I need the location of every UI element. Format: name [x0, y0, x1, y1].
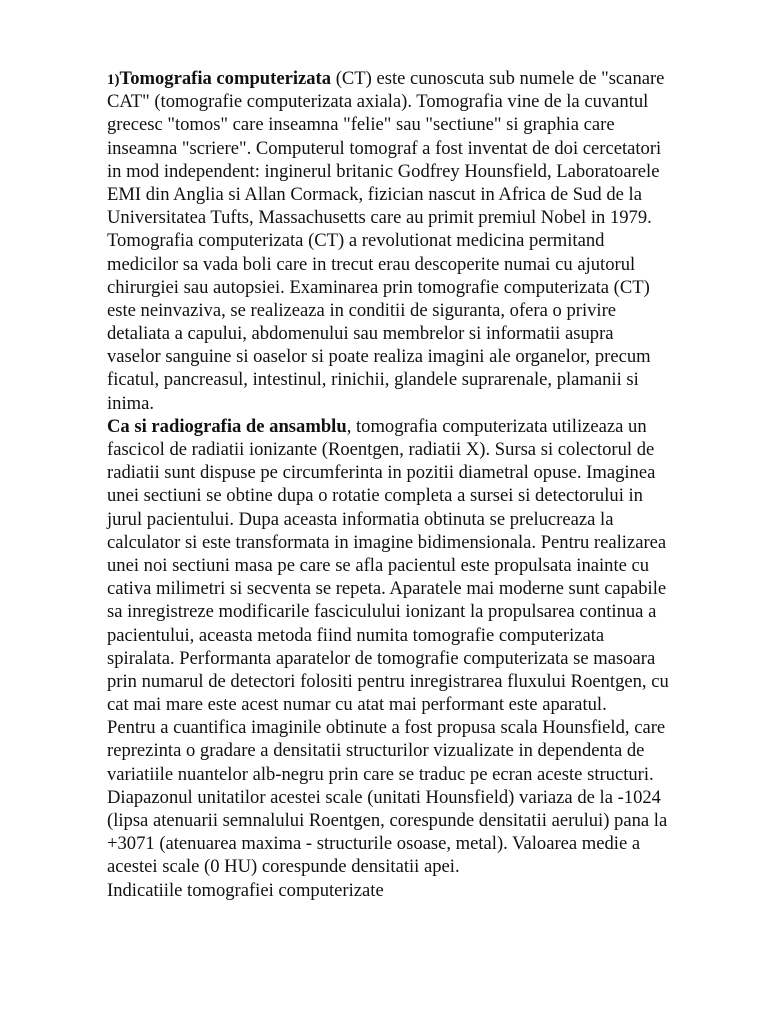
text-line: inima.	[107, 392, 154, 414]
text-line: cativa milimetri si secventa se repeta. Aparatele mai moderne sunt capabile	[107, 578, 667, 600]
text-line: jurul pacientului. Dupa aceasta informatia obtinuta se prelucreaza la	[107, 508, 614, 530]
text-line: grecesc "tomos" care inseamna "felie" sau "sectiune" si graphia care	[107, 114, 615, 136]
text-line: calculator si este transformata in imagine bidimensionala. Pentru realizarea	[107, 531, 667, 553]
text-line: vaselor sanguine si oaselor si poate realiza imagini ale organelor, precum	[107, 346, 651, 368]
text-line: inseamna "scriere". Computerul tomograf a fost inventat de doi cercetatori	[107, 137, 662, 159]
text-line: spiralata. Performanta aparatelor de tomografie computerizata se masoara	[107, 647, 656, 669]
text-line	[107, 67, 719, 90]
text-line: cat mai mare este acest numar cu atat mai performant este aparatul.	[107, 694, 607, 716]
text-line: radiatii sunt dispuse pe circumferinta in pozitii diametral opuse. Imaginea	[107, 462, 656, 484]
text-line	[107, 415, 719, 438]
text-line: pacientului, aceasta metoda fiind numita tomografie computerizata	[107, 624, 605, 646]
line-text: (CT) este cunoscuta sub numele de "scanare	[331, 68, 665, 89]
text-line: CAT" (tomografie computerizata axiala). Tomografia vine de la cuvantul	[107, 91, 649, 113]
text-line: Tomografia computerizata (CT) a revolutionat medicina permitand	[107, 230, 605, 252]
text-line: Indicatiile tomografiei computerizate	[107, 879, 384, 901]
text-line: Pentru a cuantifica imaginile obtinute a fost propusa scala Hounsfield, care	[107, 717, 666, 739]
text-line: chirurgiei sau autopsiei. Examinarea prin tomografie computerizata (CT)	[107, 276, 650, 298]
text-line: sa inregistreze modificarile fasciculului ionizant la propulsarea continua a	[107, 601, 657, 623]
text-line: reprezinta o gradare a densitatii structurilor vizualizate in dependenta de	[107, 740, 645, 762]
text-line: (lipsa atenuarii semnalului Roentgen, corespunde densitatii aerului) pana la	[107, 810, 668, 831]
document-body	[107, 67, 719, 902]
heading-number: 1)	[107, 72, 120, 88]
text-line: medicilor sa vada boli care in trecut erau descoperite numai cu ajutorul	[107, 253, 636, 275]
text-line: acestei scale (0 HU) corespunde densitatii apei.	[107, 856, 460, 878]
text-line: Universitatea Tufts, Massachusetts care au primit premiul Nobel in 1979.	[107, 207, 652, 229]
bold-term: Tomografia computerizata	[119, 68, 332, 89]
text-line: ficatul, pancreasul, intestinul, rinichii, glandele suprarenale, plamanii si	[107, 369, 639, 391]
text-line: unei sectiuni se obtine dupa o rotatie completa a sursei si detectorului in	[107, 485, 643, 507]
text-line: Diapazonul unitatilor acestei scale (unitati Hounsfield) variaza de la -1024	[107, 786, 661, 808]
text-line: +3071 (atenuarea maxima - structurile osoase, metal). Valoarea medie a	[107, 833, 641, 855]
text-line: prin numarul de detectori folositi pentru inregistrarea fluxului Roentgen, cu	[107, 670, 669, 692]
text-line: in mod independent: inginerul britanic Godfrey Hounsfield, Laboratoarele	[107, 160, 660, 182]
text-line: variatiile nuantelor alb-negru prin care se traduc pe ecran aceste structuri.	[107, 763, 654, 785]
text-line: fascicol de radiatii ionizante (Roentgen, radiatii X). Sursa si colectorul de	[107, 439, 655, 460]
text-line: detaliata a capului, abdomenului sau membrelor si informatii asupra	[107, 323, 614, 345]
bold-term: Ca si radiografia de ansamblu	[107, 415, 347, 437]
line-text: , tomografia computerizata utilizeaza un	[346, 415, 647, 437]
text-line: EMI din Anglia si Allan Cormack, fizician nascut in Africa de Sud de la	[107, 183, 642, 205]
text-line: unei noi sectiuni masa pe care se afla pacientul este propulsata inainte cu	[107, 554, 650, 576]
text-line: este neinvaziva, se realizeaza in conditii de siguranta, ofera o privire	[107, 299, 617, 321]
